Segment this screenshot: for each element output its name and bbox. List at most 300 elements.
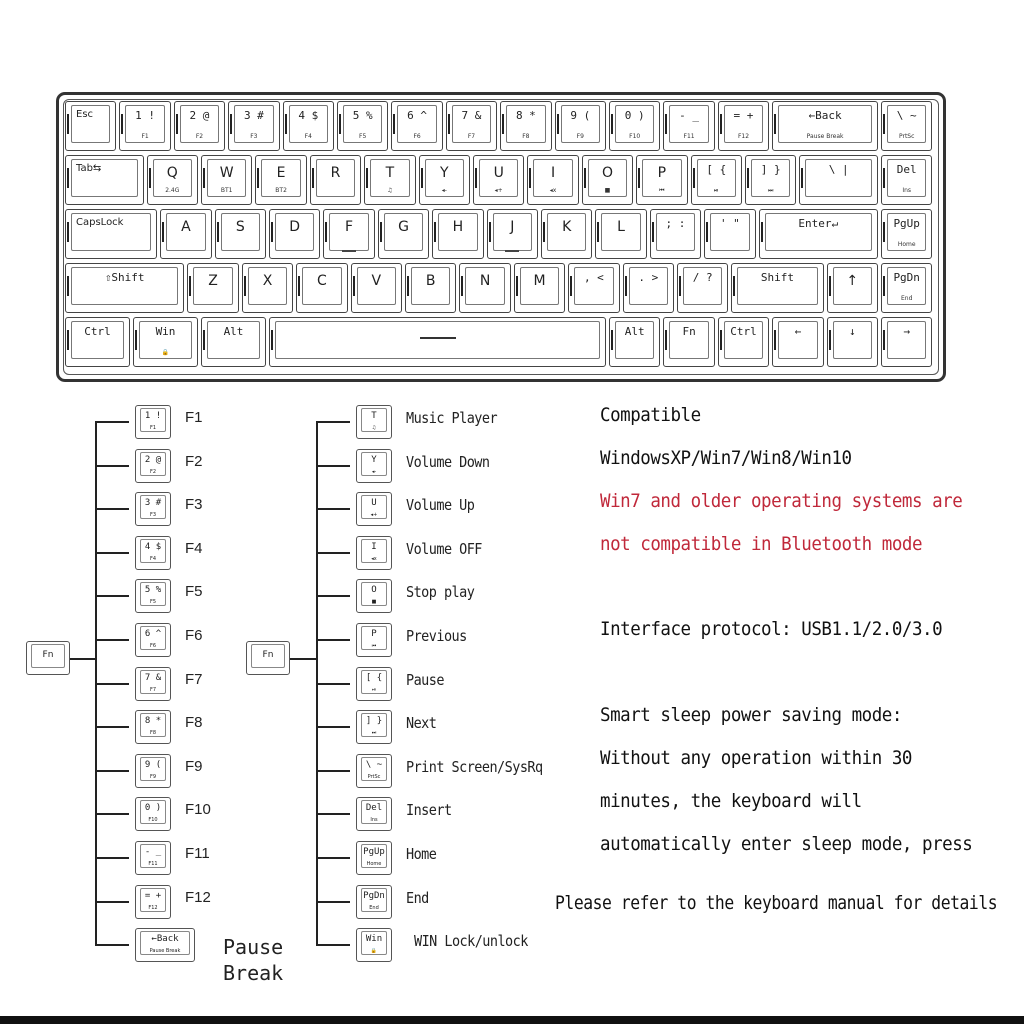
combo-keycap <box>356 797 392 831</box>
key <box>541 209 592 259</box>
combo-function-label: F4 <box>185 539 203 557</box>
key-legend: V <box>371 273 382 289</box>
tree-branch <box>95 770 129 772</box>
key-legend: 1 ! <box>135 109 156 122</box>
key <box>160 209 211 259</box>
key <box>323 209 374 259</box>
key-legend: S <box>235 219 245 235</box>
key-sublegend: Ins <box>902 187 912 194</box>
key-legend: F <box>345 219 354 235</box>
tree-branch <box>316 639 350 641</box>
keycap-legend: 4 $ <box>144 541 162 552</box>
keycap-legend: U <box>371 498 377 509</box>
combo-function-label: F1 <box>185 409 203 426</box>
tree-branch <box>95 901 129 903</box>
combo-function-label: Stop play <box>406 583 475 602</box>
combo-function-label: F12 <box>185 888 211 906</box>
key-legend: ← <box>794 325 802 338</box>
keycap-legend: 7 & <box>144 672 162 683</box>
key <box>201 317 266 367</box>
keycap-sublegend: ⏮ <box>371 643 377 649</box>
fn-key <box>26 641 70 675</box>
combo-keycap <box>135 623 171 657</box>
key-legend: I <box>551 165 556 181</box>
combo-function-label: End <box>406 888 429 907</box>
keycap-legend: T <box>371 411 377 421</box>
combo-keycap <box>356 710 392 744</box>
fn-key <box>246 641 290 675</box>
keycap-legend: P <box>371 629 377 639</box>
key <box>487 209 538 259</box>
keycap-sublegend: PrtSc <box>367 773 381 780</box>
key-legend: ; : <box>665 217 686 230</box>
compatible-title: Compatible <box>600 404 701 426</box>
combo-keycap <box>135 449 171 483</box>
combo-function-label: F6 <box>185 627 203 644</box>
key-legend: Z <box>208 273 218 289</box>
key <box>772 101 878 151</box>
keycap-sublegend: F6 <box>149 643 157 649</box>
key-legend: B <box>425 273 436 289</box>
key <box>827 263 878 313</box>
key-sublegend: F9 <box>576 133 584 140</box>
key-legend: Del <box>896 163 917 176</box>
tree-branch <box>316 508 350 510</box>
key-sublegend: F3 <box>250 133 258 140</box>
tree-branch <box>95 421 129 423</box>
combo-keycap <box>356 928 392 962</box>
key-legend: - _ <box>679 109 700 122</box>
key-legend: G <box>398 219 409 235</box>
key <box>623 263 674 313</box>
combo-keycap <box>356 492 392 526</box>
combo-keycap <box>135 579 171 613</box>
sleep-line-3: minutes, the keyboard will <box>600 790 862 812</box>
keycap-sublegend: ♫ <box>371 425 377 431</box>
key <box>799 155 878 205</box>
combo-function-label: F2 <box>185 452 203 470</box>
key <box>881 101 932 151</box>
keycap-legend: \ ~ <box>365 759 383 770</box>
keycap-sublegend: F9 <box>149 773 157 780</box>
key-legend: N <box>479 273 491 289</box>
key-sublegend: F7 <box>467 133 476 140</box>
combo-function-label: Pause Break <box>223 935 284 986</box>
key <box>527 155 578 205</box>
key-sublegend: F11 <box>683 133 695 140</box>
key <box>827 317 878 367</box>
key-legend: \ | <box>828 163 849 176</box>
key-sublegend: F6 <box>413 133 421 140</box>
key <box>595 209 646 259</box>
keycap-legend: ] } <box>365 716 383 727</box>
key <box>378 209 429 259</box>
key-legend: 7 & <box>461 109 482 122</box>
key-sublegend: ♫ <box>387 187 393 194</box>
tree-branch <box>95 639 129 641</box>
key-legend: Esc <box>76 109 94 120</box>
key-legend: , < <box>583 271 604 284</box>
keycap-legend: I <box>371 541 377 552</box>
key-legend: H <box>452 219 464 235</box>
key <box>582 155 633 205</box>
key <box>296 263 347 313</box>
tree-branch <box>316 726 350 728</box>
key-sublegend: ◂- <box>441 187 447 194</box>
sleep-line-1: Smart sleep power saving mode: <box>600 704 902 726</box>
tree-branch <box>316 595 350 597</box>
keycap-sublegend: F8 <box>149 730 157 737</box>
key-legend: 0 ) <box>624 109 645 122</box>
keycap-sublegend: F7 <box>149 686 157 693</box>
key <box>255 155 306 205</box>
key-legend: = + <box>733 109 754 122</box>
key-legend: E <box>276 165 286 181</box>
key <box>65 317 130 367</box>
key <box>65 263 184 313</box>
key-legend: Q <box>166 165 178 181</box>
key-legend: 8 * <box>515 109 536 122</box>
key-legend: ' " <box>719 217 740 230</box>
keycap-sublegend: ◂- <box>371 468 377 475</box>
keycap-sublegend: F11 <box>148 861 158 867</box>
tree-branch <box>316 552 350 554</box>
key <box>133 317 198 367</box>
combo-keycap <box>135 797 171 831</box>
fn-key-label: Fn <box>42 650 54 660</box>
key-legend: U <box>493 165 504 181</box>
keycap-legend: ←Back <box>151 934 179 945</box>
combo-function-label: F3 <box>185 496 203 514</box>
sleep-line-4: automatically enter sleep mode, press <box>600 833 973 855</box>
keyboard-diagram <box>56 92 946 382</box>
key <box>881 317 932 367</box>
key <box>881 209 932 259</box>
keycap-sublegend: F3 <box>149 512 157 519</box>
combo-keycap <box>356 754 392 788</box>
key-legend: 2 @ <box>189 109 210 122</box>
combo-function-label: Insert <box>406 801 452 820</box>
keycap-sublegend: ⏭ <box>371 730 377 737</box>
keycap-sublegend: Ins <box>370 817 378 824</box>
key-sublegend: F1 <box>141 133 149 140</box>
key-sublegend: 🔒 <box>161 349 170 356</box>
keycap-legend: 3 # <box>144 498 162 509</box>
keycap-sublegend: End <box>369 904 379 911</box>
key <box>677 263 728 313</box>
tree-branch <box>95 465 129 467</box>
keycap-sublegend: ■ <box>371 599 377 606</box>
key <box>568 263 619 313</box>
combo-keycap <box>135 885 171 919</box>
key <box>514 263 565 313</box>
key <box>405 263 456 313</box>
key-legend: → <box>903 325 910 338</box>
key <box>636 155 687 205</box>
keycap-edge <box>271 330 273 350</box>
keycap-legend: 6 ^ <box>144 629 162 639</box>
combo-function-label: Previous <box>406 627 467 645</box>
key-legend: PgDn <box>893 271 920 284</box>
key-legend: 5 % <box>352 109 373 122</box>
keycap-sublegend: F2 <box>149 468 157 475</box>
key <box>555 101 606 151</box>
key-legend: Shift <box>760 271 795 284</box>
combo-function-label: Volume Up <box>406 496 475 515</box>
key <box>718 317 769 367</box>
key <box>364 155 415 205</box>
keycap-sublegend: F5 <box>149 599 157 606</box>
keycap-sublegend: F1 <box>149 425 157 431</box>
key-sublegend: ⏮ <box>659 187 665 194</box>
combo-keycap <box>356 885 392 919</box>
keycap-legend: - _ <box>144 847 162 857</box>
key <box>881 263 932 313</box>
key-legend: L <box>617 219 625 235</box>
key-legend: Ctrl <box>730 325 757 338</box>
combo-keycap <box>135 928 195 962</box>
key <box>310 155 361 205</box>
key-legend: A <box>181 219 191 235</box>
key-legend: P <box>657 165 667 181</box>
key-legend: [ { <box>706 163 727 176</box>
key <box>704 209 755 259</box>
key-legend: Win <box>155 325 176 338</box>
keycap-legend: PgDn <box>363 890 385 901</box>
combo-function-label: Pause <box>406 670 444 689</box>
key-legend: R <box>330 165 341 181</box>
key <box>65 209 157 259</box>
key-legend: ↑ <box>846 273 859 289</box>
key-legend: Alt <box>223 325 244 338</box>
keycap-sublegend: 🔒 <box>370 948 378 955</box>
combo-function-label: Volume OFF <box>406 539 482 558</box>
key <box>459 263 510 313</box>
combo-function-label: Music Player <box>406 409 498 427</box>
tree-branch <box>316 901 350 903</box>
tree-branch <box>316 421 350 423</box>
key-legend: X <box>262 273 273 289</box>
key <box>650 209 701 259</box>
keycap-legend: Y <box>371 454 377 465</box>
keycap-edge <box>67 168 69 188</box>
key-legend: 9 ( <box>570 109 591 122</box>
key <box>745 155 796 205</box>
key-legend: CapsLock <box>76 217 124 228</box>
keycap-sublegend: ◂+ <box>370 512 378 519</box>
compatible-os: WindowsXP/Win7/Win8/Win10 <box>600 447 852 469</box>
key-legend: J <box>510 219 515 235</box>
key-legend: ↓ <box>848 325 856 338</box>
key <box>65 101 116 151</box>
key <box>663 317 714 367</box>
tree-branch <box>95 813 129 815</box>
keycap-face <box>275 321 600 359</box>
combo-function-label: F5 <box>185 583 203 601</box>
key <box>351 263 402 313</box>
key <box>215 209 266 259</box>
keycap-legend: 8 * <box>144 716 162 727</box>
key-legend: ] } <box>760 163 781 176</box>
combo-keycap <box>356 623 392 657</box>
key <box>269 209 320 259</box>
key <box>242 263 293 313</box>
key-legend: / ? <box>692 271 713 284</box>
keycap-legend: 1 ! <box>144 411 162 421</box>
key-legend: Fn <box>682 325 696 338</box>
keycap-legend: 5 % <box>144 585 162 596</box>
homing-bump <box>505 250 519 252</box>
bottom-rule <box>0 1016 1024 1024</box>
key-legend: \ ~ <box>896 109 917 122</box>
key-legend: D <box>289 219 301 235</box>
tree-branch <box>316 683 350 685</box>
sleep-line-2: Without any operation within 30 <box>600 747 912 769</box>
key-sublegend: ◂x <box>549 187 557 194</box>
key-legend: 3 # <box>243 109 264 122</box>
key-legend: M <box>533 273 546 289</box>
key-sublegend: End <box>900 295 913 302</box>
combo-keycap <box>135 841 171 875</box>
key <box>65 155 144 205</box>
key-legend: PgUp <box>893 217 920 230</box>
tree-branch <box>316 857 350 859</box>
key <box>337 101 388 151</box>
keycap-legend: PgUp <box>363 847 385 857</box>
combo-keycap <box>135 405 171 439</box>
fn-connector <box>70 658 95 660</box>
tree-branch <box>95 944 129 946</box>
keycap-legend: 0 ) <box>144 803 162 814</box>
combo-keycap <box>135 536 171 570</box>
key-legend: Alt <box>624 325 645 338</box>
combo-function-label: F9 <box>185 757 203 775</box>
key-sublegend: ■ <box>604 187 611 194</box>
key-legend: T <box>385 165 395 181</box>
keycap-sublegend: Pause Break <box>149 948 181 955</box>
combo-keycap <box>135 492 171 526</box>
combo-function-label: Next <box>406 714 437 733</box>
fn-key-label: Fn <box>262 650 274 660</box>
combo-keycap <box>356 841 392 875</box>
key-legend: Enter↵ <box>798 217 839 230</box>
key <box>391 101 442 151</box>
combo-keycap <box>356 579 392 613</box>
tree-branch <box>316 770 350 772</box>
combo-function-label: Print Screen/SysRq <box>406 757 543 776</box>
key <box>500 101 551 151</box>
keycap-sublegend: F4 <box>149 555 157 562</box>
key-legend: O <box>601 165 613 181</box>
warning-line-1: Win7 and older operating systems are <box>600 490 963 512</box>
key <box>609 101 660 151</box>
key-sublegend: ◂+ <box>494 187 503 194</box>
key-sublegend: Home <box>897 241 916 248</box>
key-sublegend: ⏭ <box>767 187 774 194</box>
key <box>201 155 252 205</box>
fn-connector <box>290 658 316 660</box>
key <box>731 263 823 313</box>
keycap-sublegend: ◂x <box>371 555 377 562</box>
key-legend: . > <box>638 271 659 284</box>
combo-function-label: F8 <box>185 714 203 732</box>
key-sublegend: PrtSc <box>898 133 915 140</box>
keycap-legend: [ { <box>365 672 383 683</box>
keycap-sublegend: F12 <box>148 904 158 911</box>
key-sublegend: F10 <box>629 133 641 140</box>
key <box>432 209 483 259</box>
tree-branch <box>95 857 129 859</box>
combo-function-label: F10 <box>185 801 211 819</box>
key-legend: Tab⇆ <box>76 163 102 174</box>
key <box>759 209 878 259</box>
key <box>187 263 238 313</box>
keycap-edge <box>67 114 69 134</box>
keycap-legend: = + <box>144 890 162 901</box>
key <box>446 101 497 151</box>
combo-keycap <box>356 536 392 570</box>
key <box>663 101 714 151</box>
tree-branch <box>95 726 129 728</box>
key <box>718 101 769 151</box>
tree-branch <box>95 595 129 597</box>
tree-branch <box>316 813 350 815</box>
combo-function-label: F7 <box>185 670 203 688</box>
key-sublegend: F4 <box>304 133 312 140</box>
warning-line-2: not compatible in Bluetooth mode <box>600 533 923 555</box>
combo-keycap <box>135 667 171 701</box>
tree-branch <box>95 683 129 685</box>
key-legend: K <box>562 219 572 235</box>
combo-keycap <box>356 667 392 701</box>
key-legend: Y <box>440 165 449 181</box>
key-sublegend: Pause Break <box>806 133 844 140</box>
tree-branch <box>95 508 129 510</box>
keycap-legend: 2 @ <box>144 454 162 465</box>
combo-function-label: Volume Down <box>406 452 490 471</box>
key <box>473 155 524 205</box>
key <box>419 155 470 205</box>
key <box>772 317 823 367</box>
key-legend: C <box>316 273 327 289</box>
key-sublegend: F2 <box>195 133 204 140</box>
key-legend: ⇧Shift <box>104 271 145 284</box>
keycap-legend: O <box>371 585 377 596</box>
keycap-sublegend: Home <box>366 861 382 867</box>
combo-keycap <box>356 405 392 439</box>
key <box>228 101 279 151</box>
combo-function-label: WIN Lock/unlock <box>414 932 528 951</box>
interface-protocol: Interface protocol: USB1.1/2.0/3.0 <box>600 618 943 640</box>
key-sublegend: F12 <box>737 133 750 140</box>
key-legend: ←Back <box>808 109 842 122</box>
key-sublegend: BT2 <box>275 187 287 194</box>
keycap-edge <box>67 222 69 242</box>
spacebar <box>269 317 606 367</box>
key-sublegend: BT1 <box>220 187 233 194</box>
combo-keycap <box>356 449 392 483</box>
tree-branch <box>316 465 350 467</box>
combo-function-label: F11 <box>185 845 210 862</box>
key-sublegend: 2.4G <box>165 187 180 194</box>
homing-bump <box>342 250 356 252</box>
key-legend: 4 $ <box>298 109 319 122</box>
keycap-legend: Win <box>365 934 383 945</box>
tree-branch <box>316 944 350 946</box>
key-legend: Ctrl <box>84 325 111 338</box>
key-legend: 6 ^ <box>407 109 428 122</box>
key <box>174 101 225 151</box>
